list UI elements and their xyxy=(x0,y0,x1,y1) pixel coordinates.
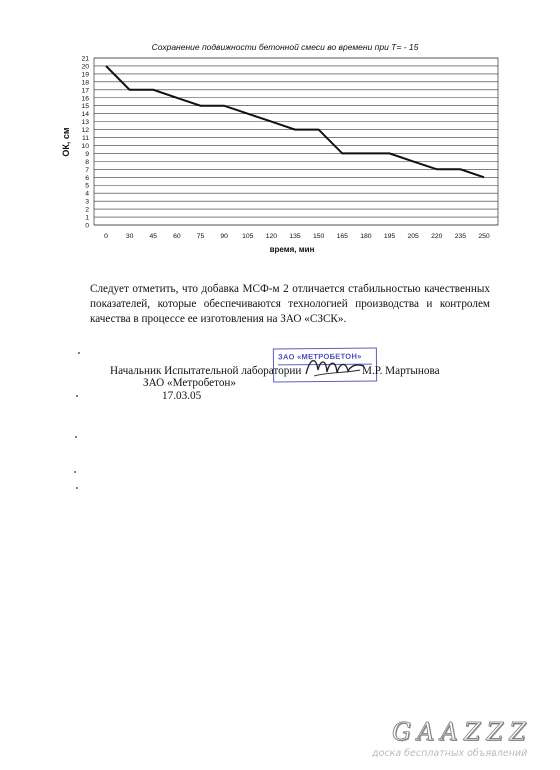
plot-area xyxy=(94,58,498,225)
signatory-organization: ЗАО «Метробетон» xyxy=(143,377,237,389)
body-paragraph xyxy=(90,282,490,327)
scan-speck xyxy=(76,487,78,489)
y-tick-label: 1 xyxy=(85,214,89,222)
y-tick-label: 3 xyxy=(85,198,89,206)
x-tick-label: 205 xyxy=(407,233,419,240)
document-date: 17.03.05 xyxy=(162,390,202,402)
x-tick-label: 45 xyxy=(149,233,158,240)
y-tick-label: 21 xyxy=(81,55,89,63)
signatory-name: М.Р. Мартынова xyxy=(362,365,440,377)
x-tick-label: 0 xyxy=(104,233,108,240)
signatory-role: Начальник Испытательной лаборатории xyxy=(110,365,302,377)
x-tick-label: 250 xyxy=(478,233,490,240)
scan-speck xyxy=(74,471,76,473)
x-tick-label: 30 xyxy=(125,233,134,240)
y-tick-label: 19 xyxy=(81,71,89,79)
y-tick-label: 6 xyxy=(85,174,89,182)
x-tick-label: 150 xyxy=(312,233,325,240)
x-tick-label: 235 xyxy=(454,233,467,240)
y-tick-label: 16 xyxy=(81,95,89,103)
line-chart xyxy=(40,38,510,260)
paragraph-text: Следует отметить, что добавка МСФ-м 2 отличается стабильностью качественных показателей, которые обеспечиваются технологией производства и контролем качества в процессе ее изготовления на ЗАО «СЗСК». xyxy=(90,283,490,325)
y-tick-label: 13 xyxy=(81,119,89,127)
y-tick-label: 0 xyxy=(85,222,89,230)
y-tick-label: 5 xyxy=(85,182,89,190)
watermark-caption: доска бесплатных объявлений xyxy=(372,748,528,759)
x-tick-label: 105 xyxy=(242,233,254,240)
y-tick-label: 10 xyxy=(81,142,89,150)
scan-speck xyxy=(78,352,80,354)
x-tick-label: 180 xyxy=(360,233,372,240)
x-tick-label: 135 xyxy=(289,233,301,240)
y-tick-label: 15 xyxy=(81,103,89,111)
y-tick-label: 8 xyxy=(85,158,89,166)
handwritten-signature xyxy=(300,352,370,382)
x-tick-label: 120 xyxy=(265,233,278,240)
site-watermark xyxy=(372,718,548,766)
x-tick-label: 165 xyxy=(336,233,348,240)
y-axis-label: ОК, см xyxy=(61,127,71,157)
scan-speck xyxy=(76,395,78,397)
y-tick-label: 18 xyxy=(81,79,89,87)
x-tick-label: 75 xyxy=(196,233,205,240)
x-axis-label: время, мин xyxy=(269,245,315,254)
x-tick-label: 195 xyxy=(383,233,396,240)
x-tick-label: 60 xyxy=(173,233,181,240)
y-tick-label: 9 xyxy=(85,150,89,158)
chart-title: Сохранение подвижности бетонной смеси во времени при T= - 15 xyxy=(151,42,419,52)
x-tick-label: 220 xyxy=(431,233,443,240)
y-tick-label: 12 xyxy=(81,127,89,135)
stamp-text: ЗАО «МЕТРОБЕТОН» xyxy=(277,351,362,362)
watermark-logo: GAAZZZ xyxy=(392,718,532,746)
y-tick-label: 7 xyxy=(85,166,89,174)
y-tick-label: 11 xyxy=(81,135,89,143)
y-tick-label: 14 xyxy=(81,111,89,119)
y-tick-label: 20 xyxy=(81,63,89,71)
y-tick-label: 2 xyxy=(85,206,89,214)
y-tick-label: 17 xyxy=(81,87,89,95)
chart-svg xyxy=(40,38,510,260)
x-tick-label: 90 xyxy=(220,233,228,240)
scan-speck xyxy=(75,436,77,438)
y-tick-label: 4 xyxy=(85,190,89,198)
